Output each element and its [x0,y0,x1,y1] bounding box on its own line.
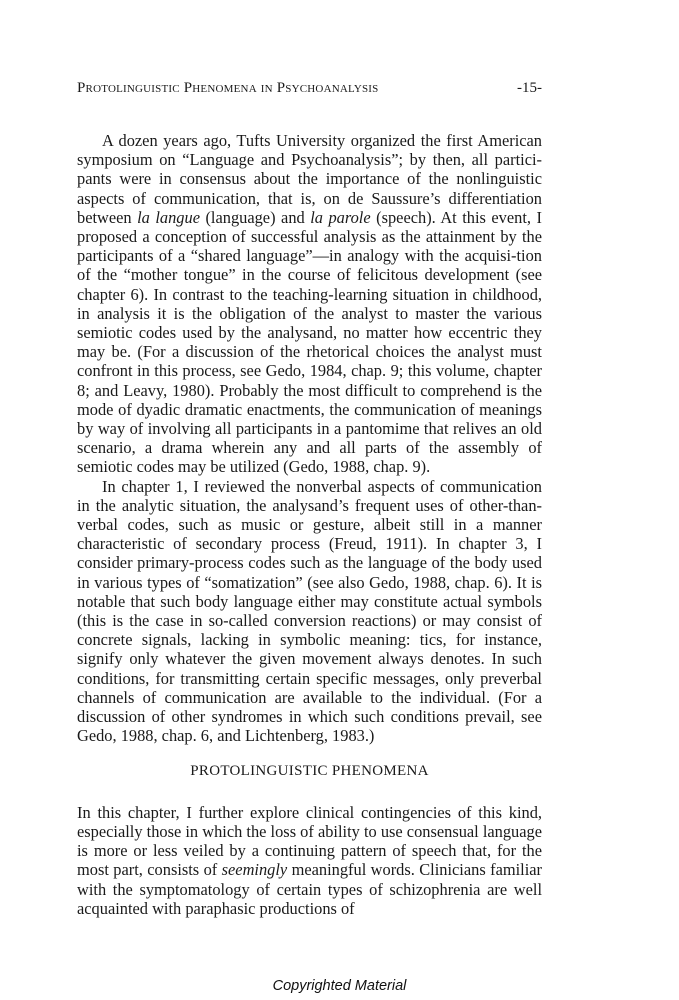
paragraph-3-italic-seemingly: seemingly [221,860,288,880]
paragraph-3 [77,803,542,918]
paragraph-3-text-b: meaningful words. Clinicians familiar with the symptomatology of certain types of schizophrenia are well acquainted with paraphasic productions of [77,860,542,918]
body-text [77,131,542,918]
paragraph-1 [77,131,542,477]
running-head [77,80,542,100]
paragraph-2: In chapter 1, I reviewed the nonverbal aspects of communication in the analytic situation, the analysand’s frequent uses of other-than-verbal codes, such as music or gesture, albeit still in a manner characteristic of secondary process (Freud, 1911). In chapter 3, I consider primary-process codes such as the language of the body used in various types of “somatization” (see also Gedo, 1988, chap. 6). It is notable that such body language either may constitute actual symbols (this is the case in so-called conversion reactions) or may consist of concrete signals, lacking in symbolic meaning: tics, for instance, signify only whatever the given movement always denotes. In such conditions, for transmitting certain specific messages, only preverbal channels of communication are available to the individual. (For a discussion of other syndromes in which such conditions prevail, see Gedo, 1988, chap. 6, and Lichtenberg, 1983.) [77,476,542,746]
paragraph-3-text-a: In this chapter, I further explore clinical contingencies of this kind, especially those in which the loss of ability to use consensual language is more or less veiled by a continuing pattern of speech that, for the most part, consists of [77,802,542,880]
paragraph-1-italic-la-parole: la parole [310,207,371,227]
section-heading: PROTOLINGUISTIC PHENOMENA [190,762,429,779]
copyright-watermark: Copyrighted Material [272,978,407,994]
paragraph-1-text-c: (speech). At this event, I proposed a conception of successful analysis as the attainment by the participants of a “shared language”—in analogy with the acquisi-tion of the “mother tongue” in the course of felicitous development (see chapter 6). In contrast to the teaching-learning situation in childhood, in analysis it is the obligation of the analyst to master the various semiotic codes used by the analysand, no matter how eccentric they may be. (For a discussion of the rhetorical choices the analyst must confront in this process, see Gedo, 1984, chap. 9; this volume, chapter 8; and Leavy, 1980). Probably the most difficult to comprehend is the mode of dyadic dramatic enactments, the communication of meanings by way of involving all participants in a pantomime that relives an old scenario, a drama wherein any and all parts of the assembly of semiotic codes may be utilized (Gedo, 1988, chap. 9). [77,207,542,477]
running-title: Protolinguistic Phenomena in Psychoanalysis [77,80,379,96]
paragraph-1-text-b: (language) and [199,207,311,227]
paragraph-1-text-a: A dozen years ago, Tufts University organized the first American symposium on “Language and Psychoanalysis”; by then, all partici-pants were in consensus about the importance of the nonlinguistic aspects of communication, that is, on de Saussure’s differentiation between [77,131,542,227]
page-number: -15- [517,80,542,96]
paragraph-1-italic-la-langue: la langue [137,207,200,227]
